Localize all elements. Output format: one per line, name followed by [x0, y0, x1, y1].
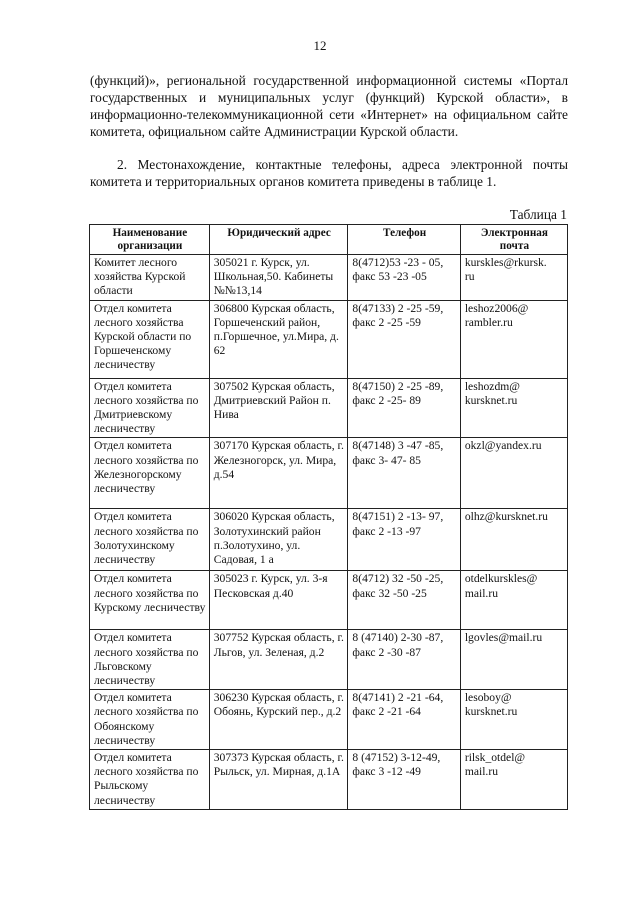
cell-address: 306230 Курская область, г. Обоянь, Курский пер., д.2 [209, 690, 348, 750]
cell-phone: 8 (47152) 3-12-49, факс 3 -12 -49 [348, 750, 460, 810]
table-header-row [90, 225, 568, 255]
cell-name: Отдел комитета лесного хозяйства по Железногорскому лесничеству [90, 438, 210, 509]
paragraph-1: (функций)», региональной государственной информационной системы «Портал государственных и муниципальных услуг (функций) Курской области», в информационно-телекоммуникационной сети «Интернет» на официальном сайте комитета, официальном сайте Администрации Курской области. [90, 73, 568, 139]
cell-address: 307373 Курская область, г. Рыльск, ул. Мирная, д.1А [209, 750, 348, 810]
cell-email: rilsk_otdel@ mail.ru [460, 750, 567, 810]
cell-name: Отдел комитета лесного хозяйства по Рыльскому лесничеству [90, 750, 210, 810]
page-number: 12 [313, 38, 327, 53]
cell-address: 307170 Курская область, г. Железногорск, ул. Мира, д.54 [209, 438, 348, 509]
header-phone: Телефон [348, 225, 460, 255]
cell-name: Отдел комитета лесного хозяйства по Льговскому лесничеству [90, 630, 210, 690]
table-row [90, 509, 568, 571]
cell-phone: 8(47133) 2 -25 -59, факс 2 -25 -59 [348, 300, 460, 378]
cell-address: 306020 Курская область, Золотухинский район п.Золотухино, ул. Садовая, 1 а [209, 509, 348, 571]
cell-address: 307502 Курская область, Дмитриевский Район п. Нива [209, 378, 348, 438]
cell-email: lesoboy@ kursknet.ru [460, 690, 567, 750]
cell-phone: 8(4712) 32 -50 -25, факс 32 -50 -25 [348, 571, 460, 630]
cell-name: Отдел комитета лесного хозяйства по Золотухинскому лесничеству [90, 509, 210, 571]
table-caption: Таблица 1 [509, 207, 567, 222]
cell-address: 305023 г. Курск, ул. 3-я Песковская д.40 [209, 571, 348, 630]
cell-address: 305021 г. Курск, ул. Школьная,50. Кабинеты №№13,14 [209, 255, 348, 301]
table-row [90, 438, 568, 509]
cell-email: lgovles@mail.ru [460, 630, 567, 690]
table-row [90, 378, 568, 438]
cell-phone: 8(4712)53 -23 - 05, факс 53 -23 -05 [348, 255, 460, 301]
table-row [90, 300, 568, 378]
header-name: Наименование организации [90, 225, 210, 255]
table-row [90, 255, 568, 301]
paragraph-2: 2. Местонахождение, контактные телефоны, адреса электронной почты комитета и территориальных органов комитета приведены в таблице 1. [90, 157, 568, 189]
cell-name: Комитет лесного хозяйства Курской области [90, 255, 210, 301]
cell-name: Отдел комитета лесного хозяйства по Курскому лесничеству [90, 571, 210, 630]
cell-email: leshoz2006@ rambler.ru [460, 300, 567, 378]
cell-phone: 8(47151) 2 -13- 97, факс 2 -13 -97 [348, 509, 460, 571]
cell-email: olhz@kursknet.ru [460, 509, 567, 571]
cell-address: 306800 Курская область, Горшеченский район, п.Горшечное, ул.Мира, д. 62 [209, 300, 348, 378]
header-address: Юридический адрес [209, 225, 348, 255]
table-row [90, 571, 568, 630]
cell-email: leshozdm@ kursknet.ru [460, 378, 567, 438]
cell-phone: 8 (47140) 2-30 -87, факс 2 -30 -87 [348, 630, 460, 690]
table-row [90, 630, 568, 690]
table-row [90, 750, 568, 810]
cell-phone: 8(47150) 2 -25 -89, факс 2 -25- 89 [348, 378, 460, 438]
cell-address: 307752 Курская область, г. Льгов, ул. Зеленая, д.2 [209, 630, 348, 690]
cell-email: kurskles@rkursk. ru [460, 255, 567, 301]
cell-name: Отдел комитета лесного хозяйства по Дмитриевскому лесничеству [90, 378, 210, 438]
cell-email: otdelkurskles@ mail.ru [460, 571, 567, 630]
cell-name: Отдел комитета лесного хозяйства Курской области по Горшеченскому лесничеству [90, 300, 210, 378]
cell-email: okzl@yandex.ru [460, 438, 567, 509]
cell-phone: 8(47141) 2 -21 -64, факс 2 -21 -64 [348, 690, 460, 750]
contacts-table [89, 224, 568, 810]
header-email: Электронная почта [460, 225, 567, 255]
cell-phone: 8(47148) 3 -47 -85, факс 3- 47- 85 [348, 438, 460, 509]
cell-name: Отдел комитета лесного хозяйства по Обоянскому лесничеству [90, 690, 210, 750]
table-row [90, 690, 568, 750]
